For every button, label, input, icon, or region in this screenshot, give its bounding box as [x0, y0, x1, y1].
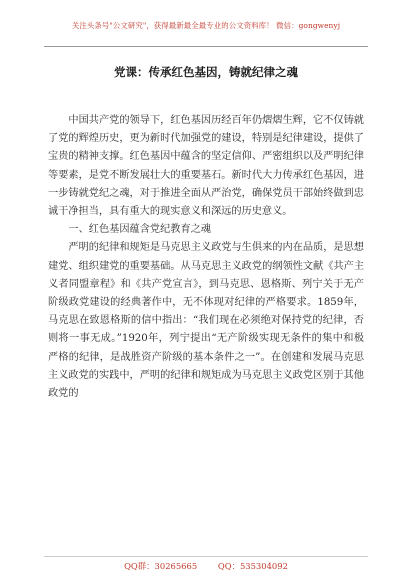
header-divider	[44, 46, 368, 47]
footer-qq-number: QQ：535304092	[217, 561, 288, 571]
footer-qq-group: QQ群：30265665	[124, 561, 198, 571]
section-heading: 一、红色基因蕴含党纪教育之魂	[68, 224, 212, 236]
footer-contact	[44, 560, 368, 572]
section-paragraph: 严明的纪律和规矩是马克思主义政党与生俱来的内在品质，是思想建党、组织建党的重要基础。从马克思主义政党的纲领性文献《共产主义者同盟章程》和《共产党宣言》，到马克思、恩格斯、列宁关于无产阶级政党建设的经典著作中，无不体现对纪律的严格要求。1859年，马克思在致恩格斯的信中指出：“我们现在必须绝对保持党的纪律，否则将一事无成。”1920年，列宁提出“无产阶级实现无条件的集中和极严格的纪律，是战胜资产阶级的基本条件之一”。在创建和发展马克思主义政党的实践中，严明的纪律和规矩成为马克思主义政党区别于其他政党的	[48, 242, 364, 400]
document-body	[48, 112, 364, 403]
intro-paragraph: 中国共产党的领导下，红色基因历经百年仍熠熠生辉，它不仅铸就了党的辉煌历史，更为新时代加强党的建设，特别是纪律建设，提供了宝贵的精神支撑。红色基因中蕴含的坚定信仰、严密组织以及严明纪律等要素，是党不断发展壮大的重要基石。新时代大力传承红色基因，进一步铸就党纪之魂，对于推进全面从严治党，确保党员干部始终做到忠诚干净担当，具有重大的现实意义和深远的历史意义。	[48, 115, 364, 218]
footer-divider	[44, 556, 368, 557]
header-notice: 关注头条号"公文研究"，获得最新最全最专业的公文资料库！ 微信：gongwenyj	[71, 21, 341, 30]
document-title: 党课：传承红色基因，铸就纪律之魂	[114, 65, 298, 79]
